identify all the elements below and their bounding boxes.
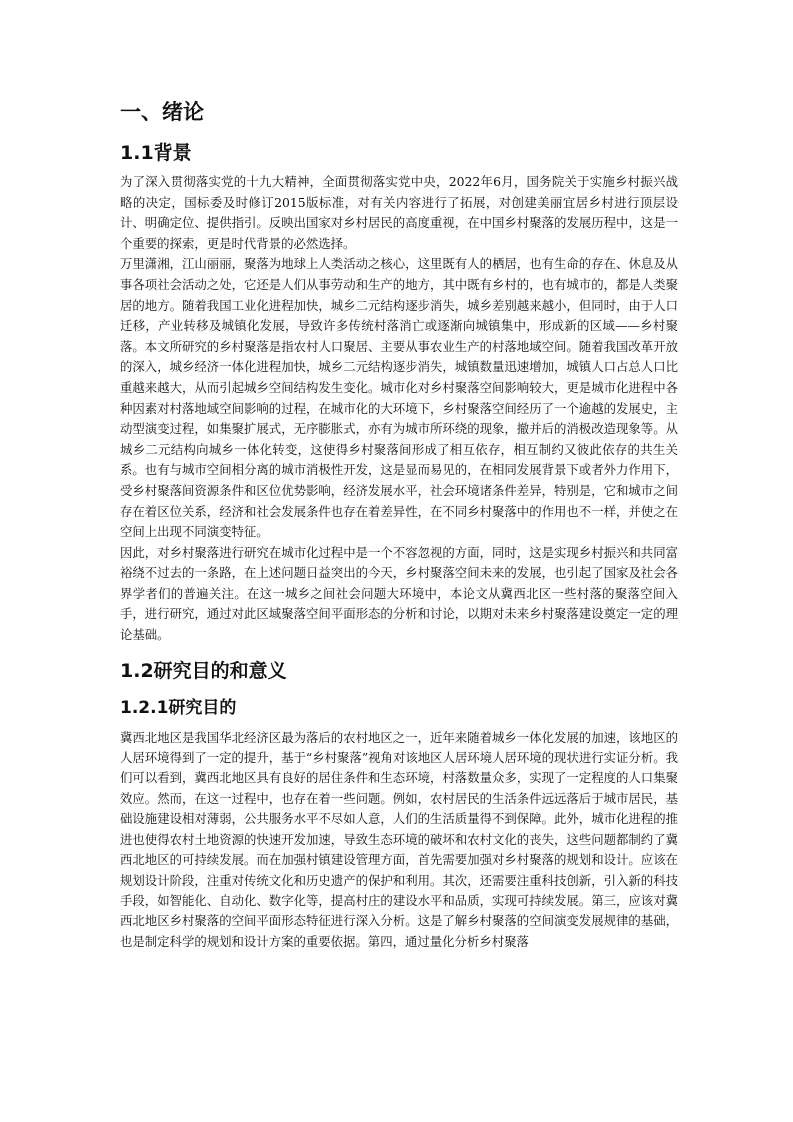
- document-body: [120, 98, 678, 952]
- paragraph-research-motivation: 因此，对乡村聚落进行研究在城市化过程中是一个不容忽视的方面，同时，这是实现乡村振兴和共同富裕绕不过去的一条路，在上述问题日益突出的今天，乡村聚落空间未来的发展，也引起了国家及社会各界学者们的普遍关注。在这一城乡之间社会问题大环境中，本论文从冀西北区一些村落的聚落空间入手，进行研究，通过对此区域聚落空间平面形态的分析和讨论，以期对未来乡村聚落建设奠定一定的理论基础。: [120, 544, 678, 643]
- section-heading-background: 1.1背景: [120, 142, 192, 164]
- paragraph-background-intro: 为了深入贯彻落实党的十九大精神，全面贯彻落实党中央，2022年6月，国务院关于实施乡村振兴战略的决定，国标委及时修订2015版标准，对有关内容进行了拓展，对创建美丽宜居乡村进行顶层设计、明确定位、提供指引。反映出国家对乡村居民的高度重视，在中国乡村聚落的发展历程中，这是一个重要的探索，更是时代背景的必然选择。: [120, 174, 678, 251]
- section-heading-purpose-significance: 1.2研究目的和意义: [120, 659, 287, 682]
- paragraph-settlement-description: 万里潇湘，江山丽丽，聚落为地球上人类活动之核心，这里既有人的栖居，也有生命的存在、休息及从事各项社会活动之处，它还是人们从事劳动和生产的地方，其中既有乡村的，也有城市的，都是人类聚居的地方。随着我国工业化进程加快，城乡二元结构逐步消失，城乡差别越来越小，但同时，由于人口迁移，产业转移及城镇化发展，导致许多传统村落消亡或逐渐向城镇集中，形成新的区域——乡村聚落。本文所研究的乡村聚落是指农村人口聚居、主要从事农业生产的村落地域空间。随着我国改革开放的深入，城乡经济一体化进程加快，城乡二元结构逐步消失，城镇数量迅速增加，城镇人口占总人口比重越来越大，从而引起城乡空间结构发生变化。城市化对乡村聚落空间影响较大，更是城市化进程中各种因素对村落地域空间影响的过程，在城市化的大环境下，乡村聚落空间经历了一个逾越的发展史，主动型演变过程，如集聚扩展式，无序膨胀式，亦有为城市所环绕的现象，撤并后的消极改造现象等。从城乡二元结构向城乡一体化转变，这使得乡村聚落间形成了相互依存，相互制约又彼此依存的共生关系。也有与城市空间相分离的城市消极性开发，这是显而易见的，在相同发展背景下或者外力作用下，受乡村聚落间资源条件和区位优势影响，经济发展水平，社会环境诸条件差异，特别是，它和城市之间存在着区位关系，经济和社会发展条件也存在着差异性，在不同乡村聚落中的作用也不一样，并使之在空间上出现不同演变特征。: [120, 256, 678, 540]
- paragraph-research-purpose: 冀西北地区是我国华北经济区最为落后的农村地区之一，近年来随着城乡一体化发展的加速，该地区的人居环境得到了一定的提升，基于“乡村聚落”视角对该地区人居环境人居环境的现状进行实证分析。我们可以看到，冀西北地区具有良好的居住条件和生态环境，村落数量众多，实现了一定程度的人口集聚效应。然而，在这一过程中，也存在着一些问题。例如，农村居民的生活条件远远落后于城市居民，基础设施建设相对薄弱，公共服务水平不尽如人意，人们的生活质量得不到保障。此外，城市化进程的推进也使得农村土地资源的快速开发加速，导致生态环境的破坏和农村文化的丧失，这些问题都制约了冀西北地区的可持续发展。而在加强村镇建设管理方面，首先需要加强对乡村聚落的规划和设计。应该在规划设计阶段，注重对传统文化和历史遗产的保护和利用。其次，还需要注重科技创新，引入新的科技手段，如智能化、自动化、数字化等，提高村庄的建设水平和品质，实现可持续发展。第三，应该对冀西北地区乡村聚落的空间平面形态特征进行深入分析。这是了解乡村聚落的空间演变发展规律的基础，也是制定科学的规划和设计方案的重要依据。第四，通过量化分析乡村聚落: [120, 729, 678, 949]
- chapter-heading: 一、绪论: [120, 100, 204, 124]
- subsection-heading-purpose: 1.2.1研究目的: [120, 697, 237, 718]
